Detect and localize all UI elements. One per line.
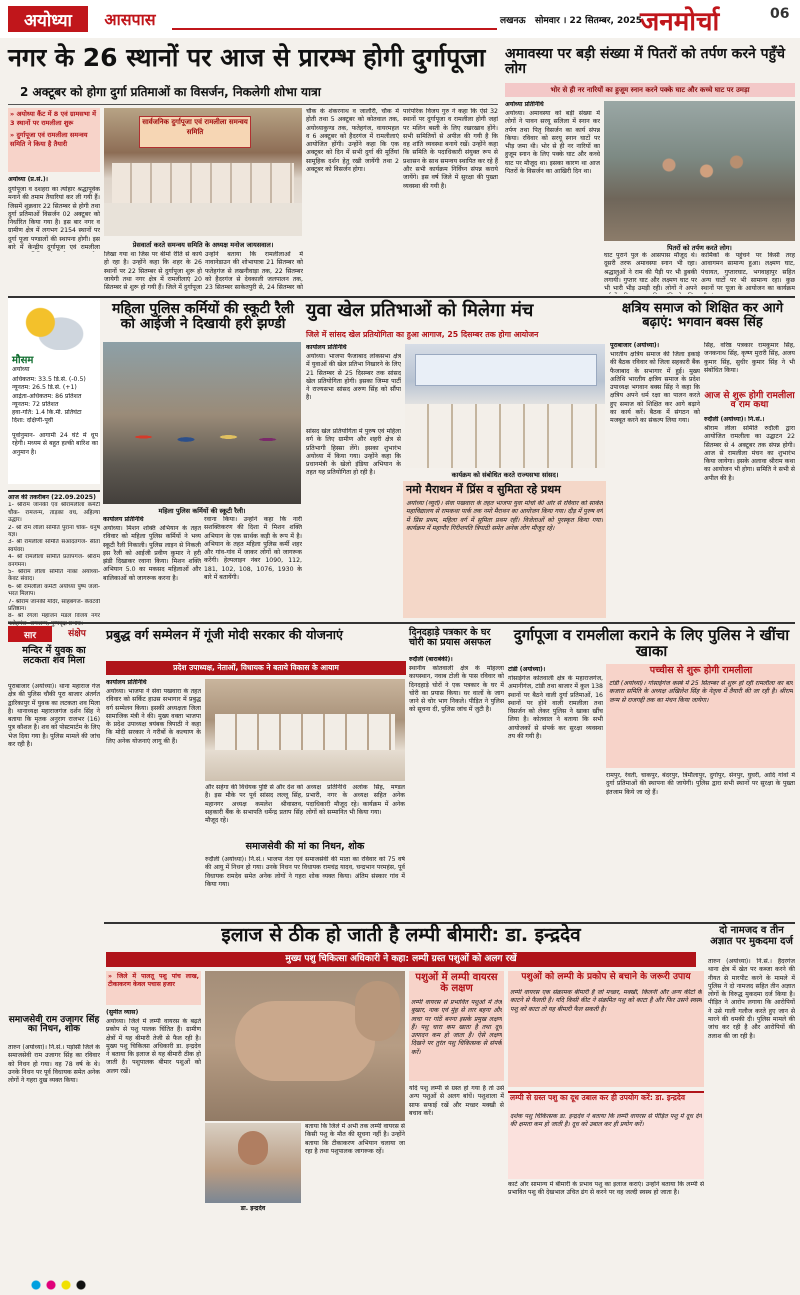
- story1-bullets: [8, 108, 100, 172]
- story4-event-photo: [405, 344, 605, 468]
- story8-body-col3: अध्यक्ष प्रतिनिधि अलोक सिंह, मण्डल प्रभारी, नगर के अध्यक्ष सहित अनेक पदाधिकारी मौजूद रहे। कार्यक्रम में अनेक लोगों को सम्मानित भी किया गया।: [306, 784, 405, 816]
- story3-body-col1: अयोध्या। मिशन शक्ति अभियान के तहत रविवार को महिला पुलिस कर्मियों ने भव्य स्कूटी रैली निकाली। पुलिस लाइन से निकली इस रैली को आईजी प्रवीण कुमार ने हरी झंडी दिखाकर रवाना किया। मिशन शक्ति अभियान 5.0 का मकसद महिलाओं और बालिकाओं को जागरूक करना है।: [103, 525, 201, 582]
- story14-body-col2: काटें और सामान्य में बीमारी के प्रभाव पशु का इलाज कराएं। उन्होंने बताया कि लम्पी से प्रभावित पशु की देखभाल उचित ढंग से करने पर वह जल्दी स्वस्थ हो जाता है।: [508, 1181, 704, 1197]
- story4-photo-caption: कार्यक्रम को संबोधित करते राज्यसभा सांसद।: [451, 471, 559, 479]
- story7-body: श्रीराम लीला समिति रुदौली द्वारा आयोजित रामलीला का उद्घाटन 22 सितम्बर से 4 अक्टूबर तक संपन्न होगी। आज से रामलीला मंचन का शुभारंभ किया जायेगा। इसके अलावा श्रीराम कथा का आयोजन भी होगा। समिति ने सभी से अपील की है।: [704, 425, 795, 482]
- story14-box-body: दर्शक पशु चिकित्सक डा. इन्द्रदेव ने बताया कि लम्पी वायरस से पीड़ित पशु में दूध देने की क्षमता कम हो जाती है। दूध को उबाल कर ही प्रयोग करें।: [510, 1113, 702, 1129]
- story5-body: अयोध्या (व्यूरो)। सेवा पखवारा के तहत भाजपा युवा मोर्चा की ओर से रविवार को साकेत महाविद्यालय से रामकथा पार्क तक नमो मैराथन का आयोजन किया गया। दौड़ में पुरुष वर्ग में प्रिंस प्रथम, महिला वर्ग में सुमिता प्रथम रहीं। विजेताओं को पुरस्कृत किया गया। कार्यक्रम में महापौर गिरीशपति त्रिपाठी समेत अनेक लोग मौजूद रहे।: [406, 500, 603, 532]
- story3-headline: महिला पुलिस कर्मियों की स्कूटी रैली को आईजी ने दिखायी हरी झण्डी: [111, 301, 295, 332]
- weather-max: अधिकतम: 33.5 डि.से. (-0.5): [12, 376, 86, 383]
- story13-body: लम्पी वायरस से प्रभावित पशुओं में तेज बुखार, नाक एवं मुंह से लार बहना और त्वचा पर गांठें बनना इसके प्रमुख लक्षण हैं। पशु चारा कम खाता है तथा दूध उत्पादन कम हो जाता है। ऐसे लक्षण दिखने पर तुरंत पशु चिकित्सक से संपर्क करें।: [411, 999, 502, 1056]
- story12-cow-photo: [205, 971, 405, 1121]
- bullet-1: » अयोध्या कैंट में 8 एवं ग्रामसभा में 3 स्थानों पर रामलीला शुरू: [10, 110, 97, 127]
- story12-dateline: (सुमीत व्यास): [106, 1009, 139, 1016]
- story13-body-col2: यदि पशु लम्पी से ग्रस्त हो गया है तो उसे अन्य पशुओं से अलग बांधें। पशुशाला में साफ सफाई रखें और मच्छर मक्खी से बचाव करें।: [409, 1085, 504, 1117]
- story2-subheadline: भोर से ही नर नारियों का हुजूम स्नान करने पक्के घाट और कच्चे घाट पर उमड़ा: [505, 83, 795, 97]
- brief2-body: तारुन (अयोध्या)। नि.सं.। पड़ोसी जिले के समाजसेवी राम उजागर सिंह का रविवार को निधन हो गया। वह 78 वर्ष के थे। उनके निधन पर पूर्व विधायक समेत अनेक लोगों ने गहरा दुख व्यक्त किया।: [8, 1044, 100, 1085]
- story1-body-col2: लिखा गया था जिस पर बीमों रीति से कार्य हो रहा है। उन्होंने कहा कि शहर के 26 स्थानों पर 22 सितम्बर से दुर्गापूजा शुरू हो जायेगी तथा नगर क्षेत्र में रामलीलाएं 20 सितम्बर से शुरू हो गयी हैं। जिले में दुर्गापूजा: [104, 251, 202, 291]
- page-number: 06: [770, 6, 790, 22]
- weather-humidity-min: न्यूनतम: 72 प्रतिशत: [12, 400, 59, 408]
- story8-event-photo: [205, 679, 405, 781]
- story7-dateline: रुदौली (अयोध्या)। नि.सं.।: [704, 416, 765, 423]
- story4-dateline: कार्यालय प्रतिनिधि: [306, 344, 347, 351]
- weather-direction: दिशा: दक्षिणी-पूर्वी: [12, 417, 53, 425]
- story1-photo-caption: प्रेसवार्ता करते समन्वय समिति के अध्यक्ष मनोज जायसवाल।: [132, 241, 274, 249]
- story3-dateline: कार्यालय प्रतिनिधि: [103, 516, 144, 523]
- story13-headline: पशुओं में लम्पी वायरस के लक्षण: [415, 972, 498, 994]
- brief1-body: पूराबाजार (अयोध्या)। थाना महाराज गंज क्षेत्र की पुलिस चौकी पूरा बाजार अंतर्गत द्वारिकापुर में युवक का लटकता शव मिला है। थानाध्यक्ष महाराजगंज दर्शन सिंह ने बताया कि मृतक अनुराग राजभर (16) पुत्र कौशल है। शव को पोस्टमार्टम के लिए भेज दिया गया है। पुलिस मामले की जांच कर रही है।: [8, 683, 100, 749]
- brief-tab-saar: सार: [8, 626, 52, 642]
- story1-headline: नगर के 26 स्थानों पर आज से प्रारम्भ होगी दुर्गापूजा: [8, 43, 486, 72]
- story12-callout-text: » जिले में पालतू पशु पांच लाख, टीकाकरण केवल पचास हजार: [108, 973, 199, 989]
- story12-body-col2: बताया कि जिले में अभी तक लम्पी वायरस से किसी पशु के मौत की सूचना नहीं है। उन्होंने बताया कि टीकाकरण अभियान चलाया जा रहा है तथा पशुपालक जागरूक रहें।: [305, 1123, 405, 1155]
- story3-body-col2: रवाना किया। उन्होंने कहा कि नारी सशक्तिकरण की दिशा में मिशन शक्ति अभियान के एक सार्थक कड़ी के रूप में है। अभियान के तहत महिला पुलिस कर्मी शहर और गांव-गांव में जाकर लोगों को जागरूक करेंगी। हेल्पलाइन नंबर 1090, 112, 181, 102, 108, 1076, 1930 के बारे में बतायेंगी।: [204, 516, 302, 582]
- story6-headline: क्षत्रिय समाज को शिक्षित कर आगे बढ़ाएं: भगवान बक्स सिंह: [621, 301, 784, 330]
- story8-headline: प्रबुद्ध वर्ग सम्मेलन में गूंजी मोदी सरकार की योजनाएं: [106, 627, 343, 642]
- edition-city: लखनऊ: [500, 16, 526, 26]
- event-6: 6- श्री रामलीला कमेटी अयोध्या पुष्प जलो- भरत मिलाप।: [8, 583, 100, 598]
- story12-doctor-photo: [205, 1123, 301, 1203]
- story2-headline: अमावस्या पर बड़ी संख्या में पितरों को तर्पण करने पहुँचे लोग: [505, 46, 785, 77]
- story6-dateline: पूराबाजार (अयोध्या)।: [610, 342, 660, 349]
- story15-body: तारुन (अयोध्या)। नि.सं.। हैदरगंज थाना क्षेत्र में खेत पर कब्जा करने की नीयत से मारपीट करने के मामले में पुलिस ने दो नामजद सहित तीन अज्ञात लोगों के विरुद्ध मुकदमा दर्ज किया है। पीड़ित ने आरोप लगाया कि आरोपियों ने उसे गाली गलौज करते हुए जान से मारने की धमकी दी। पुलिस मामले की जांच कर रही है और आरोपियों की तलाश की जा रही है।: [708, 958, 795, 1040]
- event-8: 8- श्री रंगला महाजन मंडल विजय नगर: [8, 613, 100, 620]
- event-7: 7- श्रीराम जानकी मंदिर, साहबगंज- केवटवी प्रतिष्ठान।: [8, 598, 100, 612]
- section-tab-aaspaas: आसपास: [104, 10, 156, 29]
- brief-tab-sankshep: संक्षेप: [68, 629, 86, 639]
- event-3: 3- श्री रामलीला समिति सआदतगंज- सीता स्वयंवर।: [8, 539, 100, 553]
- story10-body: स्थानीय कोतवाली क्षेत्र के मोहल्ला कायस्थान, नवाब टोली के पास रविवार को दिनदहाड़े चोरों ने एक पत्रकार के घर में चोरी का प्रयास किया। घर वालों के जाग जाने से चोर भाग निकले। पीड़ित ने पुलिस को सूचना दी, पुलिस जांच में जुटी है।: [409, 665, 504, 714]
- brief2-headline: समाजसेवी राम उजागर सिंह का निधन, शोक: [8, 1015, 100, 1035]
- story1-dateline: अयोध्या (प्र.सं.)।: [8, 176, 48, 183]
- story2-ghat-photo: [604, 101, 795, 241]
- story4-headline: युवा खेल प्रतिभाओं को मिलेगा मंच: [306, 300, 534, 321]
- story6-body: भारतीय क्षत्रिय समाज की जिला इकाई की बैठक रविवार को जिला सहकारी बैंक फैजाबाद के सभागार में हुई। मुख्य अतिथि भारतीय क्षत्रिय समाज के प्रदेश उपाध्यक्ष भगवान बक्स सिंह ने कहा कि क्षत्रिय अपने धर्म रक्षा का पालन करते हुए समाज को शिक्षित कर आगे बढ़ाने का कार्य करें। बैठक में संगठन को मजबूत करने का संकल्प लिया गया।: [610, 351, 700, 425]
- events-box: [8, 490, 100, 620]
- registration-marks: [30, 1280, 90, 1290]
- weather-icon: [20, 304, 88, 350]
- brief1-headline: मन्दिर में युवक का लटकता शव मिला: [22, 645, 86, 666]
- story1-body-col5: पारंपरिक विजय गुरु ने कहा कि ऐसे 32 स्थानों पर दुर्गापूजा व रामलीला होगी जहां पर मलिन बस्ती के लिए रखरखाव होंगे। सभी समितियों से अपील की गयी है कि वह शांति व्यवस्था बनाये रखें। उन्होंने कहा कि समिति के पदाधिकारी संयुक्त रूप से प्रशासन के साथ समन्वय स्थापित कर रहे हैं और सभी कार्यक्रम निर्विघ्न संपन्न कराये जायेंगे। इस वर्ष जिले में सुरक्षा की पुख्ता व्यवस्था की गयी है।: [403, 108, 498, 190]
- story12-body: अयोध्या। जिले में लम्पी वायरस के बढ़ते प्रकोप से पशु पालक चिंतित हैं। ग्रामीण क्षेत्रों में यह बीमारी तेजी से फैल रही है। मुख्य पशु चिकित्सा अधिकारी डा. इन्द्रदेव ने बताया कि इलाज से यह बीमारी ठीक हो जाती है। पशुपालक बीमार पशुओं को अलग रखें।: [106, 1018, 201, 1075]
- story4-subheadline: जिले में सांसद खेल प्रतियोगिता का हुआ आगाज, 25 दिसम्बर तक होगा आयोजन: [306, 330, 539, 339]
- story14-box-title: लम्पी से ग्रस्त पशु का दूध उबाल कर ही उपयोग करें: डा. इन्द्रदेव: [510, 1093, 685, 1102]
- story11-dateline: टांडी (अयोध्या)।: [508, 666, 546, 673]
- masthead: [0, 0, 800, 38]
- story3-photo-caption: महिला पुलिस कर्मियों की स्कूटी रैली।: [158, 507, 246, 515]
- story8-dateline: कार्यालय प्रतिनिधि: [106, 679, 147, 686]
- story4-body-col2: सांसद खेल प्रतियोगिता में पुरुष एवं महिला वर्ग के लिए ग्रामीण और शहरी क्षेत्र से प्रतिभागी हिस्सा लेंगे। इसका शुभारंभ अयोध्या में किया गया। उन्होंने कहा कि प्रधानमंत्री के खेलो इंडिया अभियान के तहत यह प्रतियोगिता हो रही है।: [306, 428, 401, 477]
- story10-dateline: रुदौली (बाराबंकी)।: [409, 656, 453, 663]
- story2-body-col3: कार्मिकों के पहुंचने पर किसी तरह आवागमन सामान्य हुआ। लक्ष्मण घाट, पंचायत, गुप्तारघाट, भगवाहापुर सहित अन्य घाटों पर भी सामान्य रहा। कुछ स्थानों पर पूजा के आयोजन का कार्यक्रम: [701, 252, 795, 293]
- story8-body-col1: अयोध्या। भाजपा ने सेवा पखवारा के तहत रविवार को सर्किट हाउस सभागार में प्रबुद्ध वर्ग सम्मेलन किया। इसकी अध्यक्षता जिला सामाजिक मंत्री ने की। मुख्य वक्ता भाजपा के प्रदेश उपाध्यक्ष त्रयंबक त्रिपाठी ने कहा कि मोदी सरकार ने गरीबों के कल्याण के लिए अनेक योजनाएं लागू की हैं।: [106, 688, 201, 745]
- edition-date: सोमवार । 22 सितम्बर, 2025: [535, 16, 643, 26]
- weather-title: मौसम: [12, 355, 34, 366]
- weather-forecast: पूर्वानुमान- आगामी 24 घंटे में धूप रहेगी। मध्यम से बहुत हल्की बारिश का अनुमान है।: [12, 432, 98, 456]
- story11-headline: दुर्गापूजा व रामलीला कराने के लिए पुलिस ने खींचा खाका: [513, 626, 790, 660]
- story3-rally-photo: [103, 342, 301, 504]
- weather-min: न्यूनतम: 26.5 डि.से. (+1): [12, 384, 77, 392]
- story12-headline: इलाज से ठीक हो जाती है लम्पी बीमारी: डा. इन्द्रदेव: [221, 924, 581, 946]
- story1-subheadline: 2 अक्टूबर को होगा दुर्गा प्रतिमाओं का विसर्जन, निकलेगी शोभा यात्रा: [20, 85, 321, 99]
- event-1: 1- श्रीराम जानकी एवं श्रीरामलीला कमेटी चौक- रामजन्म, ताड़का वध, अहिल्या उद्धार।: [8, 502, 100, 524]
- story1-body-col4: चौक के शंकरनाथ व जालौरी, चौक में होती तथा 5 अक्टूबर को कोतवाल तक, अयोध्याकुण्ड तक, फतेहगंज, वायरमहल व 6 अक्टूबर को हैदरगंज में रामलीलाएं आयोजित होंगी। उन्होंने कहा कि एक अक्टूबर को दिन में सभी दुर्गा की मूर्तियां सामूहिक दर्शन हेतु रखी जायेंगी तथा 2 अक्टूबर को विसर्जन होगा।: [306, 108, 399, 174]
- weather-rows: [12, 376, 98, 426]
- story1-banner: सार्वजनिक दुर्गापूजा एवं रामलीला समन्वय समिति: [139, 116, 251, 148]
- story12-doctor-caption: डा. इन्द्रदेव: [240, 1205, 266, 1212]
- story8-caption: और सहेगा की विधेयक पुष्टि से और देश को है। इस मौके पर पूर्व सांसद लल्लू सिंह, महानगर अध्यक्ष कमलेश श्रीवास्तव, सहकारी बैंक के सभापति धर्मेन्द्र प्रताप सिंह मौजूद रहे।: [205, 784, 303, 825]
- story12-callout: [106, 971, 201, 1005]
- story2-photo-caption: पितरों को तर्पण करते लोग।: [667, 244, 732, 252]
- story1-body-col1: दुर्गापूजा व दशहरा का त्योहार श्रद्धापूर्वक मनाने की तमाम तैयारियां कर ली गयी हैं। जिसमें शुक्रवार 22 सितम्बर से होगी तथा दुर्गा प्रतिमाओं विसर्जन 02 अक्टूबर को निर्धारित किया गया है। इस बार नगर व ग्रामीण क्षेत्र में लगभग 2154 स्थानों पर दुर्गा पूजा पण्डालों की स्थापना होगी। इस बारे में केन्द्रीय दुर्गापूजा एवं रामलीला: [8, 186, 100, 252]
- weather-city: अयोध्या: [12, 366, 30, 373]
- story1-body-col3: उन्होंने बताया कि रामलीलाओं में नावानेडाउन की शोभायात्रा 21 सितम्बर को फतेहगंज से लखनीवाड़ा तक, 22 सितम्बर को हैदरगंज से देवकाली जलपालन तक, 23 सितम्बर साकेतपुरी से, 24 सितम्बर को: [205, 251, 303, 291]
- story11-box-body: टांडी (अयोध्या)। गोसाईगंज कस्बे में 25 सितम्बर से शुरू हो रही रामलीला का बार कजारा समिति के अध्यक्ष अखिलेश सिंह के नेतृत्व में तैयारी की जा रही है। श्रीराम जन्म से राजगद्दी तक का मंचन किया जायेगा।: [609, 680, 793, 704]
- story2-body-col1: अयोध्या। अमावस्या को बड़ी संख्या में लोगों ने पावन सरयू सलिला में स्नान कर तर्पण तथा पितृ विसर्जन का कार्य संपन्न किया। रविवार को सरयू स्नान घाटों पर भीड़ जमा थी। भोर से ही नर नारियों का हुजूम स्नान के लिए पक्के घाट और कच्चे घाट पर मौजूद था। इसका कारण था आज पितरों के विसर्जन का आखिरी दिन था।: [505, 110, 600, 176]
- story4-body-col1: अयोध्या। भाजपा फैजाबाद लोकसभा क्षेत्र में युवाओं की खेल प्रतिभा निखारने के लिए 21 सितम्बर से 25 दिसम्बर तक सांसद खेल प्रतियोगिता होगी। इसका जिम्मा पार्टी ने राज्यसभा सांसद अरुण सिंह को सौंपा है।: [306, 353, 401, 402]
- story2-body-col2: घाट पुराने पुल के आसपास मौजूद थे। दूसरी तरफ अमावस्या स्नान भी रहा। श्रद्धालुओं ने राम की पैड़ी पर भी डुबकी लगायी। गुप्तार घाट और लक्ष्मण घाट पर भी भारी भीड़ उमड़ी रही। लोगों ने अपने: [604, 252, 697, 293]
- story2-dateline: अयोध्या प्रतिनिधि: [505, 101, 544, 108]
- story11-box-title: पच्चीस से शुरू होगी रामलीला: [649, 665, 753, 676]
- event-4: 4- श्री रामलीला समिति प्रतापगंज- श्रीराम वनगमन।: [8, 554, 100, 568]
- story14-body: लम्पी वायरस एक संक्रामक बीमारी है जो मच्छर, मक्खी, किलनी और अन्य कीटों के काटने से फैलती है। यदि किसी कीट ने संक्रमित पशु को काटा है और फिर उसने स्वस्थ पशु को काटा तो यह बीमारी फैल सकती है।: [510, 989, 702, 1013]
- story9-body: रुदौली (अयोध्या)। नि.सं.। भाजपा नेता एवं समाजसेवी की माता का रविवार को 75 वर्ष की आयु में निधन हो गया। उनके निधन पर विधायक रामचंद्र यादव, चन्द्रभान परमहंस, पूर्व विधायक रामदेव समेत अनेक लोगों ने गहरा शोक व्यक्त किया। अंतिम संस्कार गांव में किया गया।: [205, 856, 405, 888]
- story10-headline: दिनदहाड़े पत्रकार के घर चोरी का प्रयास असफल: [409, 627, 491, 648]
- story14-headline: पशुओं को लम्पी के प्रकोप से बचाने के जरूरी उपाय: [521, 972, 691, 982]
- event-5: 5- श्रीराम लीला समिति नाका अयोध्या- केवट संवाद।: [8, 568, 100, 583]
- weather-box: [8, 298, 100, 484]
- weather-wind: हवा-गति: 1.4 कि.मी. प्रतिघंटा: [12, 409, 82, 417]
- story12-subheadline: मुख्य पशु चिकित्सा अधिकारी ने कहा: लम्पी ग्रस्त पशुओं को अलग रखें: [106, 952, 696, 967]
- story15-headline: दो नामजद व तीन अज्ञात पर मुकदमा दर्ज: [710, 925, 793, 947]
- weather-humidity-max: आर्द्रता-अधिकतम: 86 प्रतिशत: [12, 392, 82, 400]
- story7-headline: आज से शुरू होगी रामलीला व राम कथा: [704, 391, 795, 411]
- event-2: 2- श्री राम लीला समिति पुराना चौक- धनुष यज्ञ।: [8, 524, 100, 538]
- story9-headline: समाजसेवी की मां का निधन, शोक: [245, 841, 365, 852]
- story5-headline: नमो मैराथन में प्रिंस व सुमिता रहे प्रथम: [406, 483, 561, 496]
- story8-subheadline: प्रदेश उपाध्यक्ष, नेताओं, विधायक ने बताये विकास के आयाम: [106, 661, 406, 675]
- story1-press-photo: [104, 108, 302, 236]
- events-title: आज की तकरीबन (22.09.2025): [8, 494, 96, 501]
- bullet-2: » दुर्गापूजा एवं रामलीला समन्वय समिति ने किया है तैयारी: [10, 131, 88, 148]
- section-tab-ayodhya: अयोध्या: [8, 6, 88, 32]
- story11-body: गोसाईगंज कोतवाली क्षेत्र के महाराजगंज, अमानीगंज, टांडी तथा बाजार में कुल 138 स्थानों पर बैठने वाली दुर्गा प्रतिमाओं, 16 स्थानों पर होने वाली रामलीला तथा विसर्जन को लेकर पुलिस ने खाका खींच लिया है। कोतवाल ने बताया कि सभी आयोजकों से संपर्क कर सुरक्षा व्यवस्था तय की गयी है।: [508, 675, 603, 741]
- story6-body-col2: सिंह, वरिष्ठ पत्रकार रामकुमार सिंह, जनकनाथ सिंह, कृष्ण मुरारी सिंह, अजय कुमार सिंह, सुधीर कुमार सिंह ने भी संबोधित किया।: [704, 342, 795, 374]
- story11-body-col2: रामपुर, रेवती, चाकपुर, बंदरपुर, त्रिमौलापुर, दुर्गापुर, सेनपुर, घुघरी, आदि गांवों में दुर्गा प्रतिमाओं की स्थापना की जायेगी। पुलिस द्वारा सभी स्थानों पर सुरक्षा के पुख्ता इंतजाम किये जा रहे हैं।: [606, 772, 795, 796]
- paper-logo: जनमोर्चा: [640, 7, 720, 37]
